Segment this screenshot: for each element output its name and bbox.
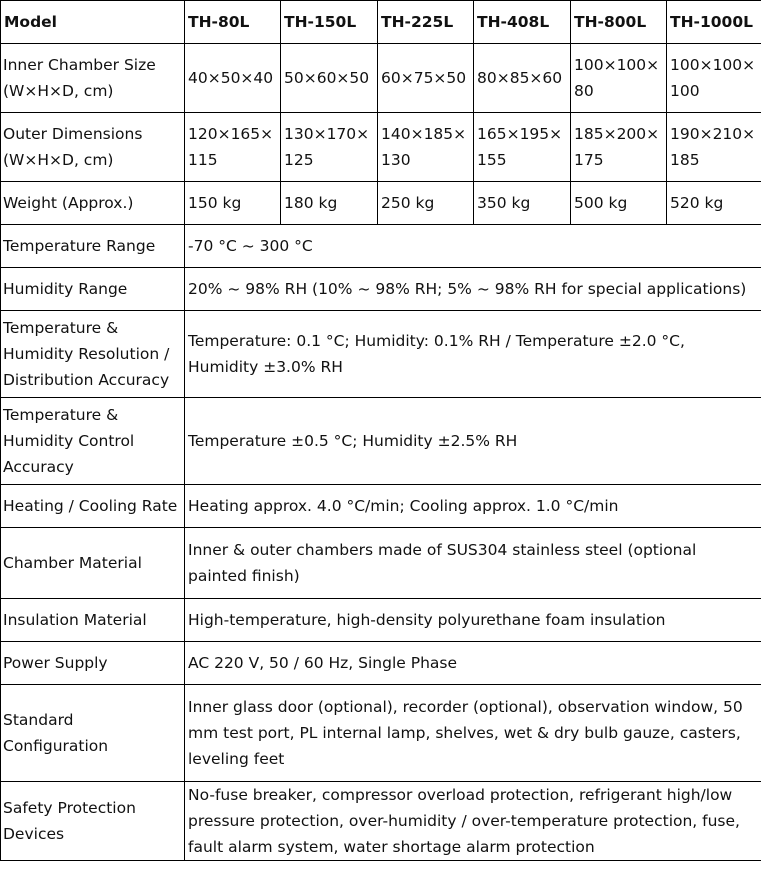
row-label: Heating / Cooling Rate bbox=[1, 485, 185, 528]
row-inner-chamber-size bbox=[1, 44, 761, 113]
row-temperature-range bbox=[1, 225, 761, 268]
row-label: Power Supply bbox=[1, 642, 185, 685]
header-model-th-800l: TH-800L bbox=[571, 1, 667, 44]
cell-value: 190×210×185 bbox=[667, 113, 761, 182]
cell-value: 520 kg bbox=[667, 182, 761, 225]
cell-value: AC 220 V, 50 / 60 Hz, Single Phase bbox=[185, 642, 761, 685]
cell-value: High-temperature, high-density polyurethane foam insulation bbox=[185, 599, 761, 642]
row-standard-configuration bbox=[1, 685, 761, 782]
cell-value: 140×185×130 bbox=[378, 113, 474, 182]
cell-value: 50×60×50 bbox=[281, 44, 378, 113]
row-outer-dimensions bbox=[1, 113, 761, 182]
row-label: Humidity Range bbox=[1, 268, 185, 311]
row-insulation-material bbox=[1, 599, 761, 642]
cell-value: 100×100×100 bbox=[667, 44, 761, 113]
cell-value: 130×170×125 bbox=[281, 113, 378, 182]
header-model-th-225l: TH-225L bbox=[378, 1, 474, 44]
row-label: Temperature & Humidity Control Accuracy bbox=[1, 398, 185, 485]
row-safety-protection-devices bbox=[1, 782, 761, 861]
row-label: Standard Configuration bbox=[1, 685, 185, 782]
cell-value: Inner & outer chambers made of SUS304 stainless steel (optional painted finish) bbox=[185, 528, 761, 599]
row-label: Safety Protection Devices bbox=[1, 782, 185, 861]
cell-value: 60×75×50 bbox=[378, 44, 474, 113]
row-label: Insulation Material bbox=[1, 599, 185, 642]
header-model-th-408l: TH-408L bbox=[474, 1, 571, 44]
cell-value: 250 kg bbox=[378, 182, 474, 225]
row-humidity-range bbox=[1, 268, 761, 311]
cell-value: 350 kg bbox=[474, 182, 571, 225]
row-chamber-material bbox=[1, 528, 761, 599]
cell-value: Temperature ±0.5 °C; Humidity ±2.5% RH bbox=[185, 398, 761, 485]
cell-value: 150 kg bbox=[185, 182, 281, 225]
header-row bbox=[1, 1, 761, 44]
cell-value: 40×50×40 bbox=[185, 44, 281, 113]
cell-value: 165×195×155 bbox=[474, 113, 571, 182]
header-model-label: Model bbox=[1, 1, 185, 44]
row-label: Inner Chamber Size (W×H×D, cm) bbox=[1, 44, 185, 113]
row-power-supply bbox=[1, 642, 761, 685]
row-label: Outer Dimensions (W×H×D, cm) bbox=[1, 113, 185, 182]
cell-value: Inner glass door (optional), recorder (optional), observation window, 50 mm test port, PL internal lamp, shelves, wet & dry bulb gauze, casters, leveling feet bbox=[185, 685, 761, 782]
cell-value: 185×200×175 bbox=[571, 113, 667, 182]
cell-value: -70 °C ~ 300 °C bbox=[185, 225, 761, 268]
cell-value: Temperature: 0.1 °C; Humidity: 0.1% RH / Temperature ±2.0 °C, Humidity ±3.0% RH bbox=[185, 311, 761, 398]
row-label: Chamber Material bbox=[1, 528, 185, 599]
row-label: Temperature Range bbox=[1, 225, 185, 268]
row-label: Weight (Approx.) bbox=[1, 182, 185, 225]
row-heating-cooling-rate bbox=[1, 485, 761, 528]
row-weight bbox=[1, 182, 761, 225]
header-model-th-1000l: TH-1000L bbox=[667, 1, 761, 44]
row-resolution-distribution-accuracy bbox=[1, 311, 761, 398]
cell-value: 120×165×115 bbox=[185, 113, 281, 182]
header-model-th-80l: TH-80L bbox=[185, 1, 281, 44]
cell-value: Heating approx. 4.0 °C/min; Cooling approx. 1.0 °C/min bbox=[185, 485, 761, 528]
cell-value: 80×85×60 bbox=[474, 44, 571, 113]
cell-value: 20% ~ 98% RH (10% ~ 98% RH; 5% ~ 98% RH for special applications) bbox=[185, 268, 761, 311]
header-model-th-150l: TH-150L bbox=[281, 1, 378, 44]
cell-value: 180 kg bbox=[281, 182, 378, 225]
cell-value: 500 kg bbox=[571, 182, 667, 225]
row-label: Temperature & Humidity Resolution / Distribution Accuracy bbox=[1, 311, 185, 398]
row-control-accuracy bbox=[1, 398, 761, 485]
cell-value: 100×100×80 bbox=[571, 44, 667, 113]
cell-value: No-fuse breaker, compressor overload protection, refrigerant high/low pressure protection, over-humidity / over-temperature protection, fuse, fault alarm system, water shortage alarm protection bbox=[185, 782, 761, 861]
